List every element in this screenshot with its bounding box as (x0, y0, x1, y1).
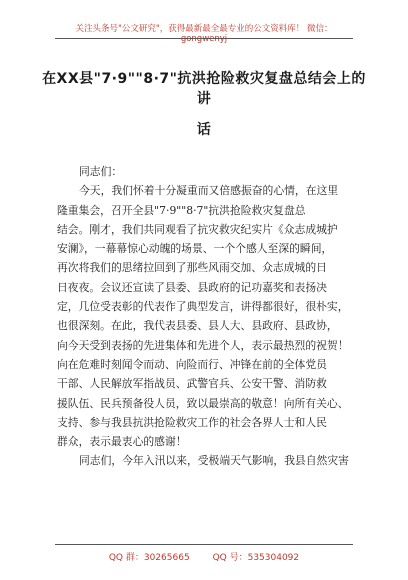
paragraph-line: 群众，表示最衷心的感谢！ (57, 435, 187, 449)
greeting: 同志们： (79, 165, 123, 178)
paragraph-line: 干部、人民解放军指战员、武警官兵、公安干警、消防救 (57, 377, 327, 391)
paragraph-line: 结会。刚才，我们共同观看了抗灾救灾纪实片《众志成城护 (57, 222, 338, 236)
paragraph-2: 同志们，今年入汛以来，受极端天气影响，我县自然灾害 (79, 454, 349, 468)
paragraph-line: 安澜》，一幕幕惊心动魄的场景、一个个感人至深的瞬间， (57, 242, 333, 256)
paragraph-line: 向今天受到表扬的先进集体和先进个人，表示最热烈的祝贺！ (57, 338, 349, 352)
footer-contact (0, 550, 408, 563)
paragraph-line: 隆重集会，召开全县"7·9""8·7"抗洪抢险救灾复盘总 (57, 203, 306, 217)
paragraph-line: 支持、参与我县抗洪抢险救灾工作的社会各界人士和人民 (57, 415, 327, 429)
header-divider (55, 38, 353, 39)
paragraph-1 (57, 181, 353, 451)
footer-divider (55, 544, 353, 545)
footer-qq-group: QQ 群：30265665 (108, 553, 190, 563)
footer-qq-number: QQ 号：535304092 (212, 553, 300, 563)
paragraph-line: 也很深刻。在此，我代表县委、县人大、县政府、县政协， (57, 319, 338, 333)
document-body (57, 162, 353, 471)
paragraph-line: 再次将我们的思绪拉回到了那些风雨交加、众志成城的日 (57, 261, 327, 275)
paragraph-line: 向在危难时刻闻令而动、向险而行、冲锋在前的全体党员 (57, 357, 327, 371)
paragraph-line: 定，几位受表彰的代表作了典型发言，讲得都很好，很朴实， (57, 300, 349, 314)
paragraph-line: 援队伍、民兵预备役人员，致以最崇高的敬意！向所有关心、 (57, 396, 349, 410)
document-title-line-2: 话 (196, 122, 212, 138)
document-title-line-1: 在XX县"7·9""8·7"抗洪抢险救灾复盘总结会上的讲 (42, 71, 366, 107)
header-promo-text: 关注头条号"公文研究"，获得最新最全最专业的公文资料库！ 微信：gongwenyj (75, 24, 333, 44)
paragraph-line: 日夜夜。会议还宣读了县委、县政府的记功嘉奖和表扬决 (57, 280, 327, 294)
paragraph-line: 今天，我们怀着十分凝重而又倍感振奋的心情，在这里 (79, 184, 339, 198)
